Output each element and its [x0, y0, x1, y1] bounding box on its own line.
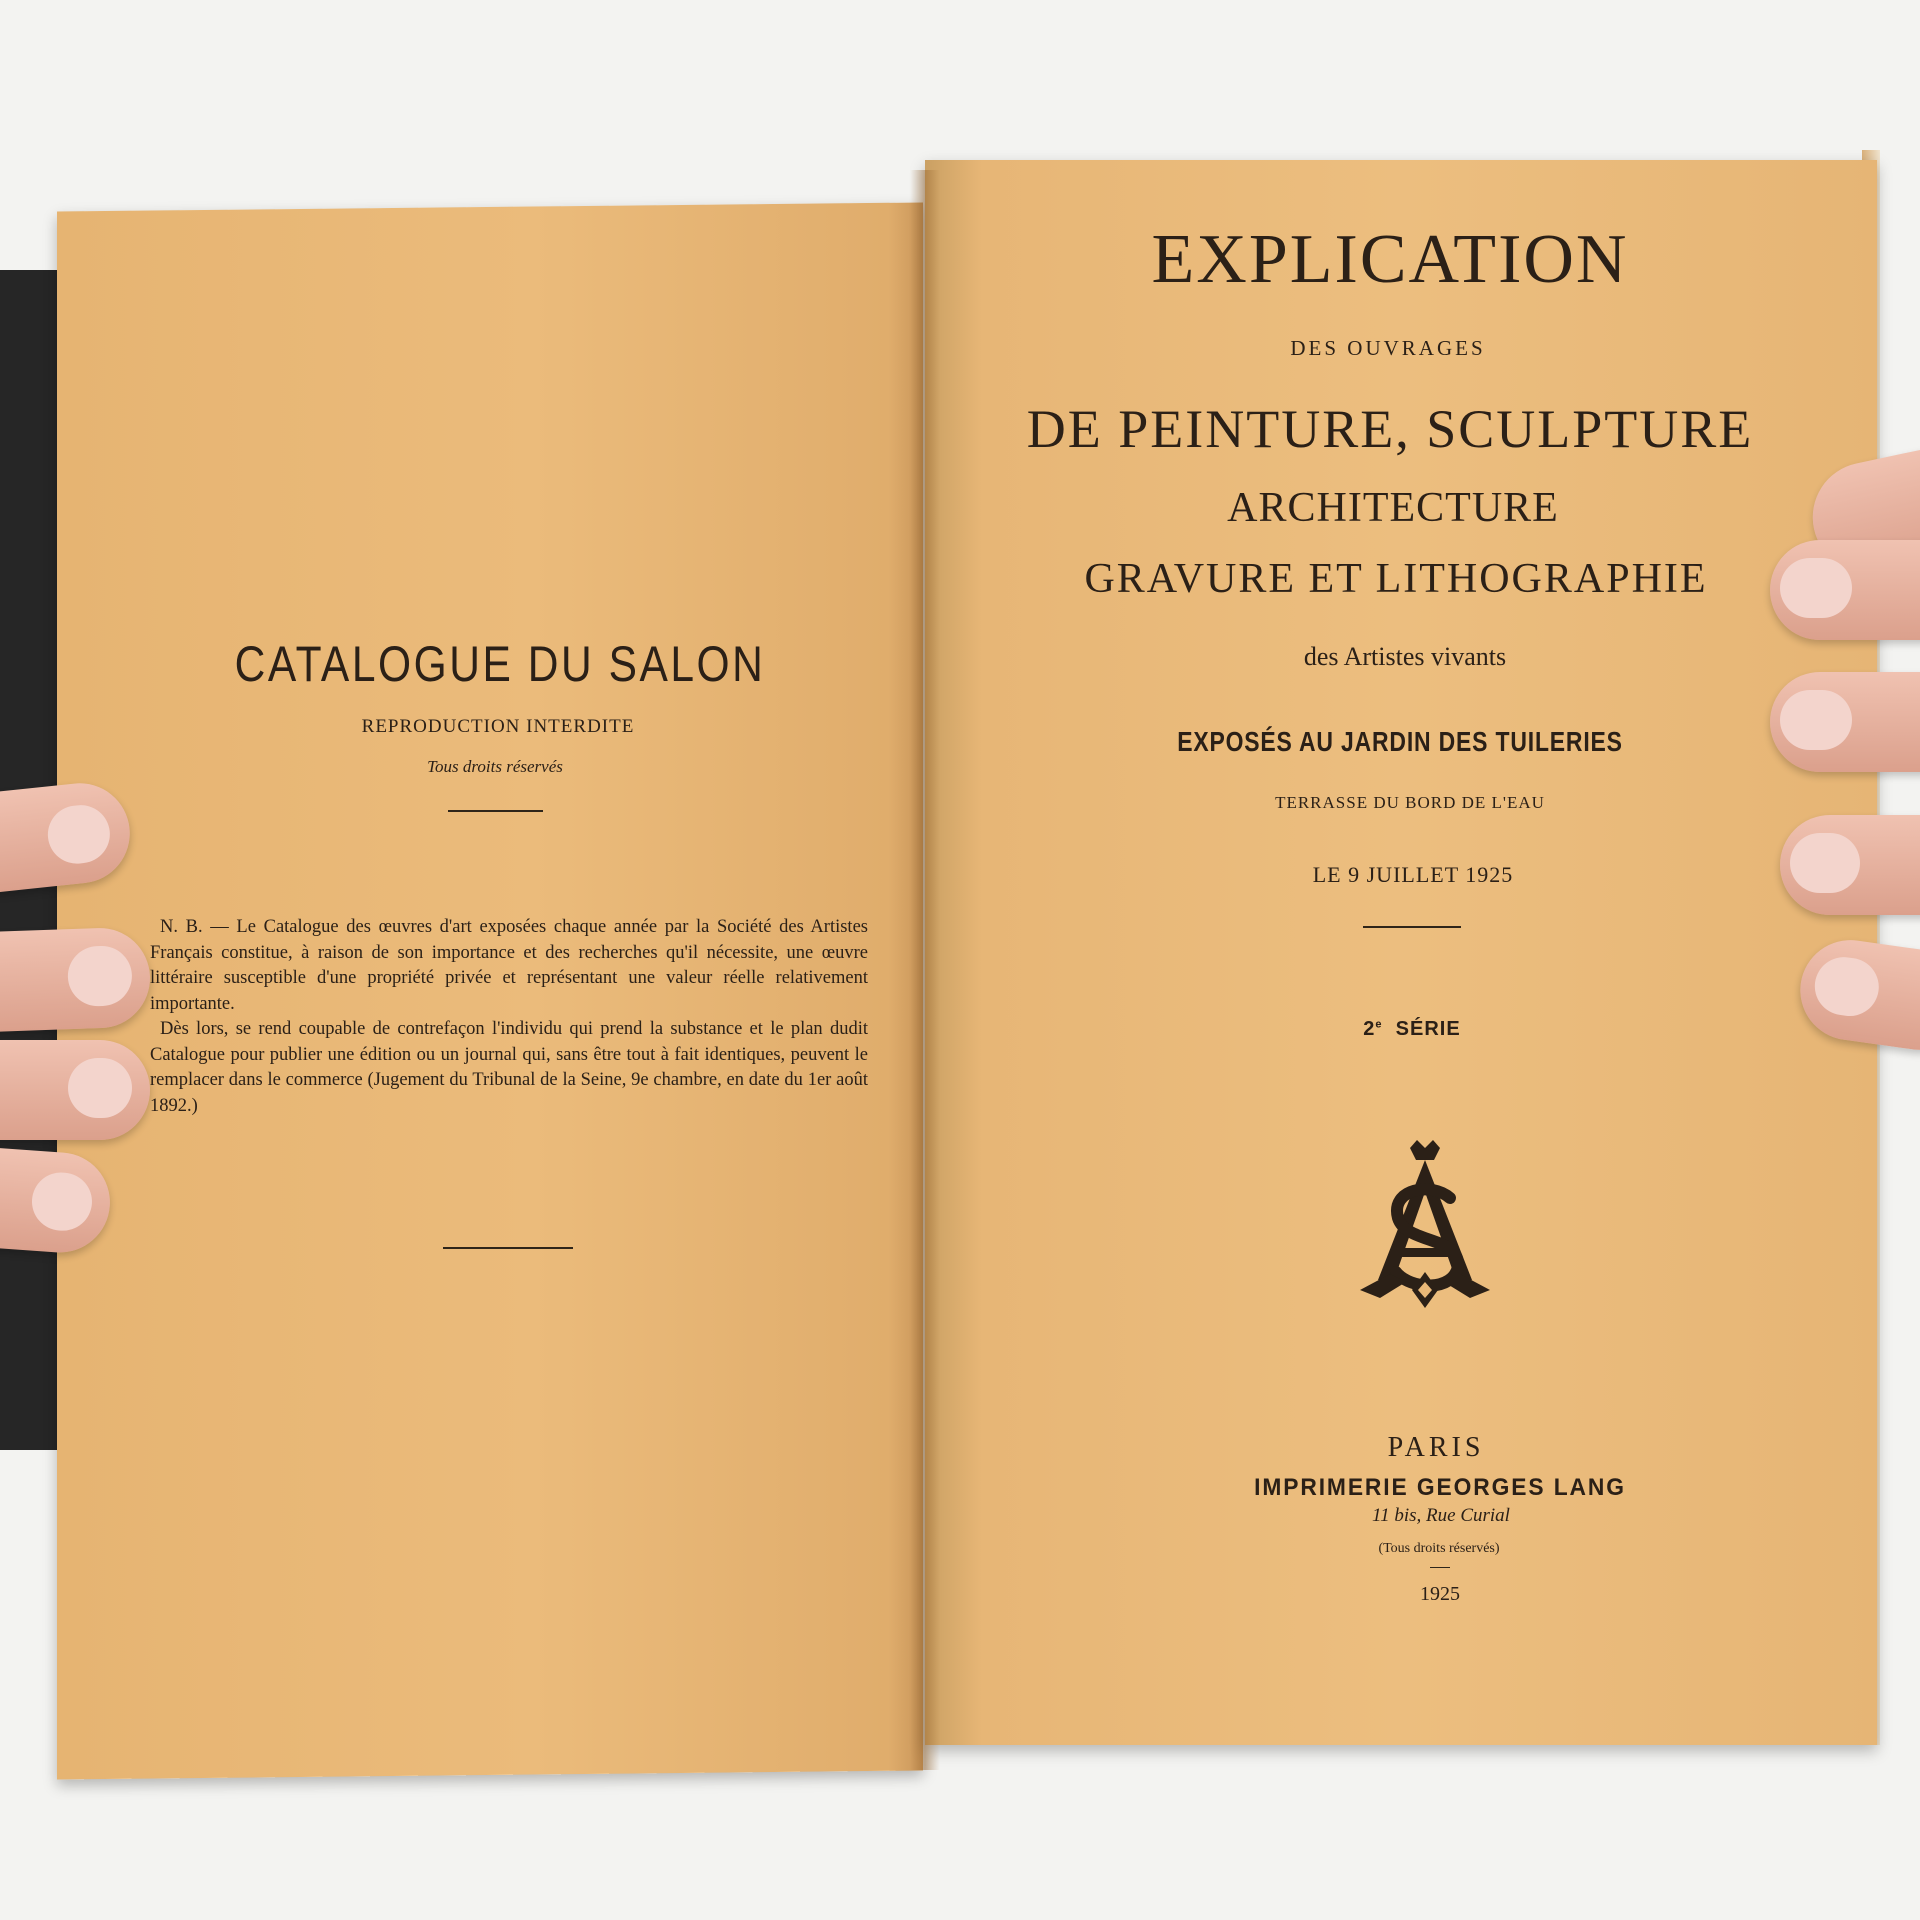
serie-number: 2: [1363, 1018, 1376, 1040]
reproduction-notice: REPRODUCTION INTERDITE: [361, 716, 635, 737]
nb-notice: [150, 915, 868, 1119]
exhibition-date: LE 9 JUILLET 1925: [1312, 862, 1514, 887]
gravure-lithographie-line: GRAVURE ET LITHOGRAPHIE: [1084, 556, 1708, 602]
year-rule: [1430, 1567, 1450, 1568]
printer-address: 11 bis, Rue Curial: [1372, 1505, 1510, 1526]
nb-paragraph-2: Dès lors, se rend coupable de contrefaçon l'individu qui prend la substance et le plan dudit Catalogue pour publier une édition ou un journal qui, sans être tout à fait identiques, peuvent le remplacer dans le commerce (Jugement du Tribunal de la Seine, 9e chambre, en date du 1er août 1892.): [150, 1019, 868, 1116]
serie-word: SÉRIE: [1395, 1018, 1461, 1040]
serie-superscript: e: [1375, 1018, 1383, 1031]
left-rule-bottom: [443, 1247, 573, 1249]
book-gutter: [910, 170, 940, 1770]
peinture-sculpture-line: DE PEINTURE, SCULPTURE: [1026, 399, 1754, 459]
printer-name: IMPRIMERIE GEORGES LANG: [1254, 1474, 1626, 1501]
catalogue-title: CATALOGUE DU SALON: [234, 636, 766, 692]
city-paris: PARIS: [1387, 1432, 1485, 1463]
des-ouvrages-line: DES OUVRAGES: [1290, 336, 1486, 360]
left-hand-finger-2: [0, 926, 152, 1033]
explication-heading: EXPLICATION: [1151, 221, 1629, 298]
printer-rights: (Tous droits réservés): [1378, 1541, 1500, 1556]
society-monogram-seal: [1350, 1140, 1500, 1315]
architecture-line: ARCHITECTURE: [1227, 485, 1559, 531]
left-rule-top: [448, 810, 543, 812]
serie-label: [1363, 1018, 1460, 1041]
left-hand-finger-3: [0, 1040, 150, 1140]
artistes-vivants-line: des Artistes vivants: [1303, 642, 1507, 671]
right-hand-finger-2: [1770, 672, 1920, 772]
terrasse-line: TERRASSE DU BORD DE L'EAU: [1275, 793, 1545, 812]
right-rule: [1363, 926, 1461, 928]
exposes-line: EXPOSÉS AU JARDIN DES TUILERIES: [1177, 726, 1623, 757]
right-hand-finger-3: [1780, 815, 1920, 915]
publication-year: 1925: [1420, 1583, 1460, 1605]
right-hand-finger-1: [1770, 540, 1920, 640]
nb-paragraph-1: N. B. — Le Catalogue des œuvres d'art exposées chaque année par la Société des Artistes Français constitue, à raison de son importance et des recherches qu'il nécessite, une œuvre littéraire susceptible d'une propriété privée et représentant une valeur réelle relativement importante.: [150, 917, 868, 1014]
rights-notice: Tous droits réservés: [427, 757, 563, 776]
